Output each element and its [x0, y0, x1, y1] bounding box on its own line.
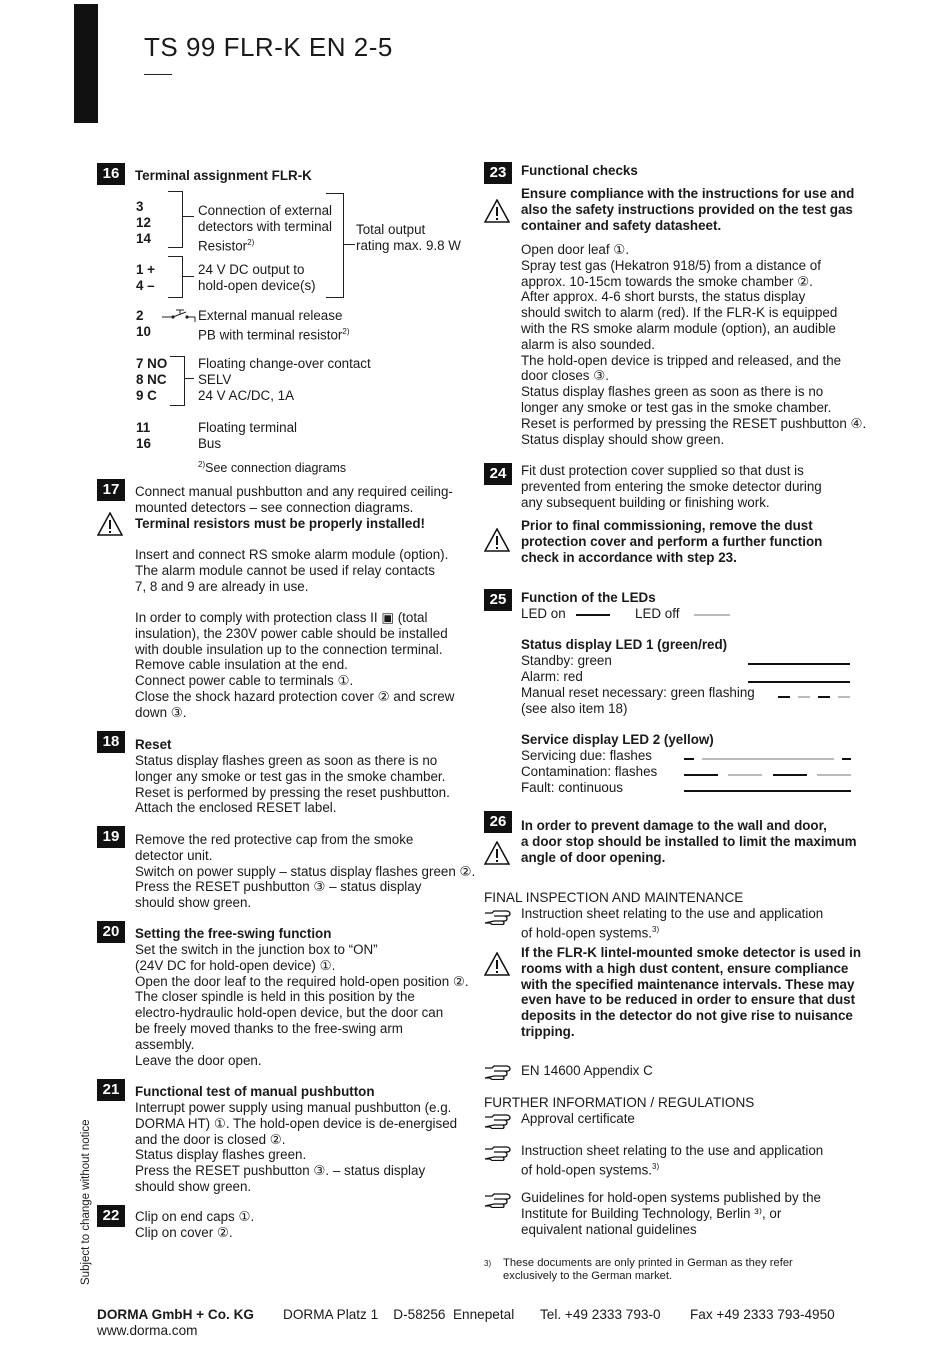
- warning-icon: [484, 952, 510, 976]
- bracket: [170, 356, 185, 406]
- s16-footnote: $^{2)}$See connection diagrams: [198, 460, 347, 476]
- s18-text: Status display flashes green as soon as there is no longer any smoke or test gas in the smoke chamber. Reset is performed by pressing the reset pushbutton. Attach the enclosed RESET label.: [135, 753, 450, 816]
- side-note: Subject to change without notice: [80, 1119, 92, 1285]
- page-title: TS 99 FLR-K EN 2-5: [144, 32, 393, 62]
- s20-heading: Setting the free-swing function: [135, 926, 332, 941]
- s18-heading: Reset: [135, 737, 172, 752]
- s16-terminals-4: 7 NO 8 NC 9 C: [136, 356, 168, 403]
- step-number-18: 18: [97, 731, 125, 753]
- further-instruction-sheet: Instruction sheet relating to the use and application of hold-open systems.$^{3)}$: [521, 1143, 824, 1178]
- s17-text: Connect manual pushbutton and any required ceiling- mounted detectors – see connection diagrams.: [135, 484, 453, 515]
- pointing-hand-icon: [484, 1192, 512, 1208]
- s16-terminals-4-desc: Floating change-over contact SELV 24 V AC/DC, 1A: [198, 356, 371, 403]
- step-number-22: 22: [97, 1205, 125, 1227]
- warning-icon: [484, 528, 510, 552]
- s21-heading: Functional test of manual pushbutton: [135, 1084, 375, 1099]
- led2-heading: Service display LED 2 (yellow): [521, 732, 714, 747]
- footer-tel: Tel. +49 2333 793-0: [540, 1307, 661, 1322]
- led-off-line: [694, 614, 730, 616]
- warning-icon: [484, 199, 510, 223]
- further-approval-certificate: Approval certificate: [521, 1111, 635, 1126]
- s16-terminals-1-desc: Connection of external detectors with terminal Resistor$^{2)}$: [198, 203, 332, 254]
- led1-heading: Status display LED 1 (green/red): [521, 637, 728, 652]
- footnote-marker: 3): [484, 1259, 492, 1268]
- s16-total-output: Total output rating max. 9.8 W: [356, 222, 461, 253]
- bracket-tick: [343, 244, 355, 245]
- s16-terminals-5: 11 16: [136, 420, 151, 451]
- s16-terminals-2-desc: 24 V DC output to hold-open device(s): [198, 262, 316, 293]
- led1-alarm: Alarm: red: [521, 669, 583, 684]
- s17-warning: Terminal resistors must be properly installed!: [135, 516, 425, 531]
- led1-standby-pattern: [748, 663, 850, 665]
- s16-terminals-3: 2 10: [136, 308, 151, 339]
- led1-alarm-pattern: [748, 681, 850, 683]
- s19-text: Remove the red protective cap from the smoke detector unit. Switch on power supply – status display flashes green ②. Press the RESET pushbutton ③ – status display should show green.: [135, 832, 476, 911]
- led1-standby: Standby: green: [521, 653, 612, 668]
- s26-warning: In order to prevent damage to the wall and door, a door stop should be installed to limit the maximum angle of door opening.: [521, 818, 857, 865]
- bracket-tick: [182, 276, 194, 277]
- s23-warning: Ensure compliance with the instructions for use and also the safety instructions provided on the test gas container and safety datasheet.: [521, 186, 855, 233]
- bracket: [168, 191, 183, 248]
- s16-heading: Terminal assignment FLR-K: [135, 168, 312, 183]
- s17-protection-class: In order to comply with protection class II ▣ (total insulation), the 230V power cable should be installed with double insulation up to the connection terminal. Remove cable insulation at the end. Connect power cable to terminals ①. Close the shock hazard protection cover ② and screw down ③.: [135, 610, 455, 720]
- step-number-17: 17: [97, 479, 125, 501]
- step-number-16: 16: [97, 163, 125, 185]
- s22-text: Clip on end caps ①. Clip on cover ②.: [135, 1209, 255, 1240]
- s24-text: Fit dust protection cover supplied so that dust is prevented from entering the smoke detector during any subsequent building or finishing work.: [521, 463, 822, 510]
- title-rule: [144, 74, 172, 75]
- s21-text: Interrupt power supply using manual pushbutton (e.g. DORMA HT) ①. The hold-open device is de-energised and the door is closed ②. Status display flashes green. Press the RESET pushbutton ③. – status display should show green.: [135, 1100, 458, 1194]
- final-warning: If the FLR-K lintel-mounted smoke detector is used in rooms with a high dust content, ensure compliance with the specified maintenance intervals. These may even have to be reduced in order to ensure that dust deposits in the detector do not give rise to nuisance tripping.: [521, 945, 862, 1039]
- step-number-23: 23: [484, 162, 512, 184]
- s23-heading: Functional checks: [521, 163, 638, 178]
- s16-terminals-3-desc: External manual release PB with terminal resistor$^{2)}$: [198, 308, 350, 343]
- s16-terminals-1: 3 12 14: [136, 199, 151, 246]
- footer-company: DORMA GmbH + Co. KG: [97, 1307, 254, 1322]
- led2-fault-pattern: [684, 790, 851, 792]
- step-number-20: 20: [97, 921, 125, 943]
- step-number-26: 26: [484, 811, 512, 833]
- step-number-19: 19: [97, 826, 125, 848]
- step-number-24: 24: [484, 463, 512, 485]
- further-guidelines: Guidelines for hold-open systems published by the Institute for Building Technology, Berlin ³⁾, or equivalent national guidelines: [521, 1190, 821, 1237]
- footnote-text: These documents are only printed in German as they refer exclusively to the German market.: [503, 1257, 793, 1282]
- step-number-25: 25: [484, 589, 512, 611]
- bracket-tick: [184, 378, 194, 379]
- s25-heading: Function of the LEDs: [521, 590, 656, 605]
- final-en14600: EN 14600 Appendix C: [521, 1063, 653, 1078]
- final-inspection-heading: FINAL INSPECTION AND MAINTENANCE: [484, 890, 744, 905]
- led-on-line: [576, 614, 610, 616]
- s20-text: Set the switch in the junction box to “ON” (24V DC for hold-open device) ①. Open the door leaf to the required hold-open position ②. The closer spindle is held in this position by the electro-hydraulic hold-open device, but the door can be freely moved thanks to the free-swing arm assembly. Leave the door open.: [135, 942, 469, 1068]
- pointing-hand-icon: [484, 1064, 512, 1080]
- warning-icon: [484, 841, 510, 865]
- led2-fault: Fault: continuous: [521, 780, 623, 795]
- bracket: [168, 256, 183, 298]
- pointing-hand-icon: [484, 909, 512, 925]
- led-on-label: LED on: [521, 606, 566, 621]
- s17-rs-module: Insert and connect RS smoke alarm module (option). The alarm module cannot be used if relay contacts 7, 8 and 9 are already in use.: [135, 547, 449, 594]
- bracket-tick: [182, 216, 194, 217]
- final-ref-hold-open: Instruction sheet relating to the use and application of hold-open systems.$^{3)}$: [521, 906, 824, 941]
- led1-manual-reset: Manual reset necessary: green flashing (see also item 18): [521, 685, 755, 716]
- s24-warning: Prior to final commissioning, remove the dust protection cover and perform a further function check in accordance with step 23.: [521, 518, 823, 565]
- warning-icon: [97, 512, 123, 536]
- footer-address: DORMA Platz 1 D-58256 Ennepetal: [283, 1307, 515, 1322]
- s23-text: Open door leaf ①. Spray test gas (Hekatron 918/5) from a distance of approx. 10-15cm towards the smoke chamber ②. After approx. 4-6 short bursts, the status display should switch to alarm (red). If the FLR-K is equipped with the RS smoke alarm module (option), an audible alarm is also sounded. The hold-open device is tripped and released, and the door closes ③. Status display flashes green as soon as there is no longer any smoke or test gas in the smoke chamber. Reset is performed by pressing the RESET pushbutton ④. Status display should show green.: [521, 242, 867, 447]
- pushbutton-symbol-icon: [162, 308, 198, 322]
- further-info-heading: FURTHER INFORMATION / REGULATIONS: [484, 1095, 755, 1110]
- s16-terminals-2: 1 + 4 –: [136, 262, 155, 293]
- led2-contamination: Contamination: flashes: [521, 764, 658, 779]
- pointing-hand-icon: [484, 1145, 512, 1161]
- s16-terminals-5-desc: Floating terminal Bus: [198, 420, 297, 451]
- footer-fax: Fax +49 2333 793-4950: [690, 1307, 835, 1322]
- led2-servicing: Servicing due: flashes: [521, 748, 653, 763]
- footer-website[interactable]: www.dorma.com: [97, 1323, 198, 1338]
- pointing-hand-icon: [484, 1113, 512, 1129]
- total-bracket: [326, 193, 344, 298]
- led-off-label: LED off: [635, 606, 680, 621]
- step-number-21: 21: [97, 1079, 125, 1101]
- header-bar: [74, 4, 98, 123]
